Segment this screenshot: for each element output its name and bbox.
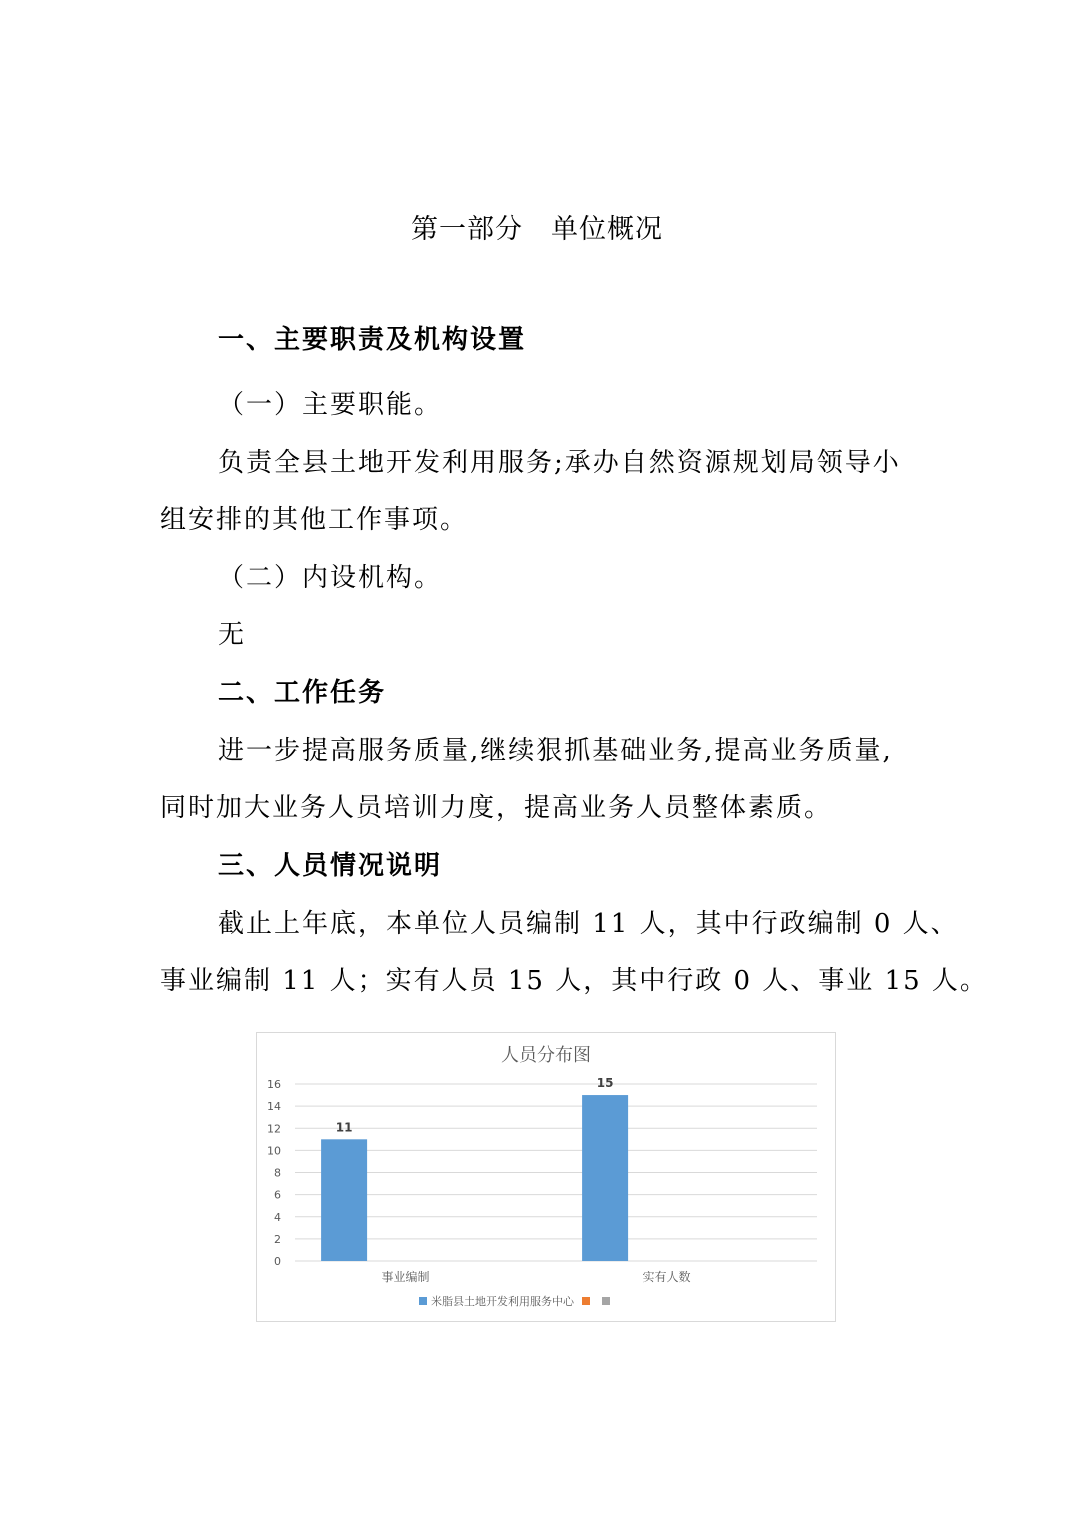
chart-y-axis	[267, 1078, 281, 1268]
section-1-heading: 一、主要职责及机构设置	[218, 325, 527, 355]
bar-value-label: 15	[596, 1076, 614, 1091]
legend-swatch	[582, 1297, 590, 1305]
y-tick-label: 0	[274, 1255, 281, 1268]
bar	[321, 1139, 367, 1261]
subsection-1-heading: （一）主要职能。	[218, 390, 443, 420]
y-tick-label: 8	[274, 1166, 281, 1180]
section-3-heading: 三、人员情况说明	[218, 851, 443, 881]
y-tick-label: 12	[267, 1122, 281, 1136]
y-tick-label: 2	[274, 1232, 281, 1246]
y-tick-label: 4	[274, 1210, 281, 1224]
section-2-text-line-2: 同时加大业务人员培训力度，提高业务人员整体素质。	[160, 793, 833, 823]
chart-title: 人员分布图	[501, 1045, 591, 1066]
bar-value-label: 11	[335, 1120, 353, 1135]
chart-x-axis	[381, 1269, 690, 1284]
chart-legend	[419, 1294, 610, 1308]
chart-data-labels	[336, 1076, 614, 1134]
subsection-1-text-line-1: 负责全县土地开发利用服务;承办自然资源规划局领导小	[218, 448, 901, 478]
y-tick-label: 10	[267, 1144, 281, 1158]
y-tick-label: 6	[274, 1188, 281, 1202]
section-2-heading: 二、工作任务	[218, 678, 387, 708]
staff-chart	[256, 1032, 836, 1322]
category-label: 事业编制	[381, 1270, 430, 1284]
legend-label: 米脂县土地开发利用服务中心	[431, 1295, 574, 1308]
subsection-2-text: 无	[218, 620, 247, 650]
bar	[582, 1095, 628, 1261]
chart-gridlines	[295, 1084, 817, 1261]
category-label: 实有人数	[642, 1270, 691, 1284]
chart-svg	[257, 1033, 835, 1321]
legend-swatch	[602, 1297, 610, 1305]
page-title: 第一部分 单位概况	[411, 214, 663, 245]
section-3-text-line-1: 截止上年底，本单位人员编制 11 人，其中行政编制 0 人、	[218, 909, 959, 939]
section-2-text-line-1: 进一步提高服务质量,继续狠抓基础业务,提高业务质量,	[218, 736, 893, 766]
y-tick-label: 14	[267, 1100, 281, 1114]
legend-swatch	[419, 1297, 427, 1305]
y-tick-label: 16	[267, 1078, 281, 1091]
chart-bars	[321, 1095, 628, 1261]
subsection-1-text-line-2: 组安排的其他工作事项。	[160, 505, 469, 535]
section-3-text-line-2: 事业编制 11 人；实有人员 15 人，其中行政 0 人、事业 15 人。	[160, 966, 988, 996]
subsection-2-heading: （二）内设机构。	[218, 563, 443, 593]
